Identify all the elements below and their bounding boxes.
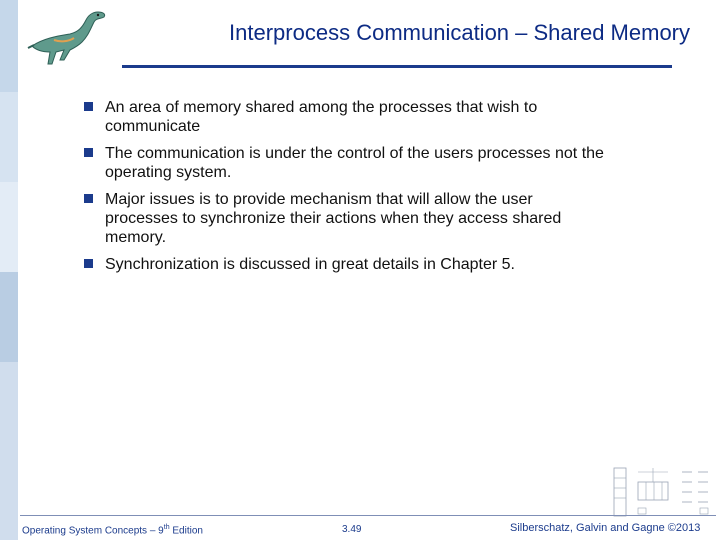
footer-book-title: [22, 524, 203, 536]
bullet-item: [84, 98, 604, 136]
bullet-item: [84, 144, 604, 182]
bullet-list: [84, 98, 604, 282]
left-bar-segment: [0, 272, 18, 362]
left-bar-segment: [0, 0, 18, 92]
footer-rule: [20, 515, 716, 516]
square-bullet-icon: [84, 259, 93, 268]
footer-book-suffix: Edition: [169, 525, 203, 537]
dinosaur-logo-icon: [24, 4, 114, 70]
left-decorative-bar: [0, 0, 18, 540]
copyright-text: Silberschatz, Galvin and Gagne ©2013: [510, 522, 701, 534]
square-bullet-icon: [84, 148, 93, 157]
left-bar-segment: [0, 182, 18, 272]
left-bar-segment: [0, 92, 18, 182]
left-bar-segment: [0, 362, 18, 540]
bullet-item: [84, 255, 604, 274]
bullet-text: Synchronization is discussed in great details in Chapter 5.: [105, 256, 515, 273]
bullet-text: An area of memory shared among the processes that wish to communicate: [105, 99, 538, 135]
footer-book-prefix: Operating System Concepts – 9: [22, 525, 164, 537]
bullet-text: The communication is under the control of the users processes not the operating system.: [105, 145, 604, 181]
slide-title: Interprocess Communication – Shared Memory: [229, 20, 690, 45]
bullet-text: Major issues is to provide mechanism that will allow the user processes to synchronize their actions when they access shared memory.: [105, 191, 562, 246]
square-bullet-icon: [84, 194, 93, 203]
title-underline: [122, 65, 672, 68]
footer-book-sup: th: [163, 524, 170, 531]
square-bullet-icon: [84, 102, 93, 111]
bullet-item: [84, 190, 604, 247]
diagram-thumbnail-icon: [608, 458, 718, 518]
page-number: 3.49: [342, 524, 362, 535]
